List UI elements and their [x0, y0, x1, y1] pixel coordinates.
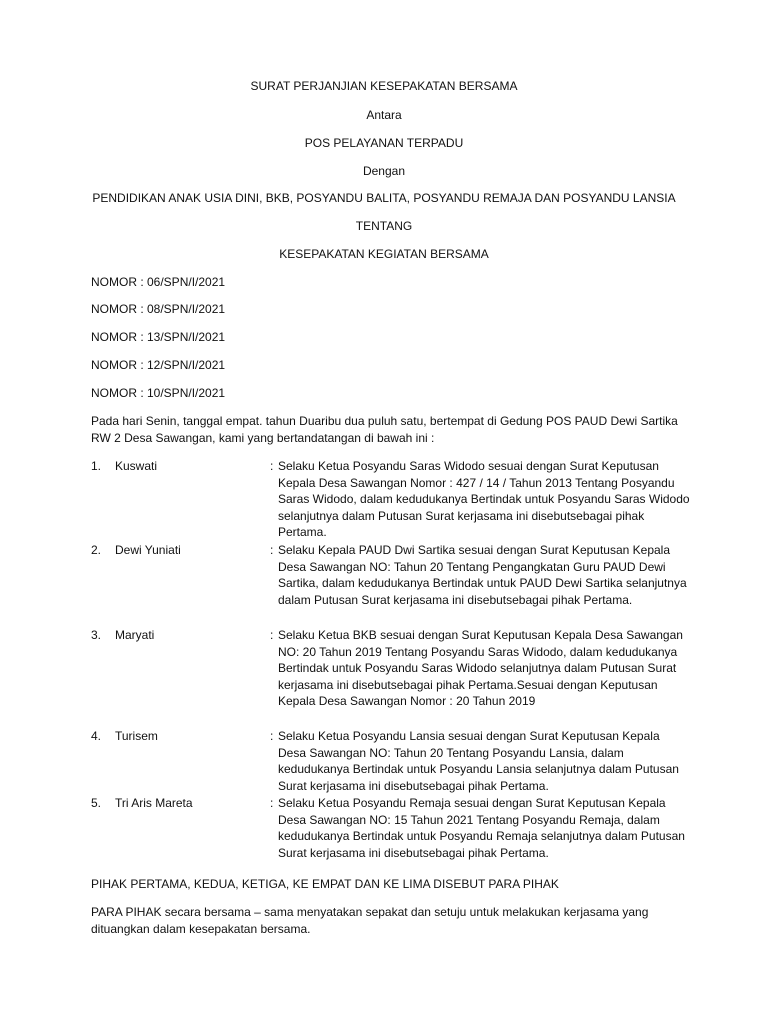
party-description: Selaku Kepala PAUD Dwi Sartika sesuai dengan Surat Keputusan Kepala Desa Sawangan NO: Tahun 20 Tentang Pengangkatan Guru PAUD Dewi Sartika, dalam kedudukanya Bertindak untuk PAUD Dewi Sartika selanjutnya dalam Putusan Surat kerjasama ini disebutsebagai pihak Pertama. — [278, 543, 687, 607]
party-colon: : — [270, 459, 274, 473]
party-colon: : — [270, 628, 274, 642]
nomor-line: NOMOR : 06/SPN/I/2021 — [91, 275, 226, 289]
party-colon: : — [270, 543, 274, 557]
para-pihak-statement: PIHAK PERTAMA, KEDUA, KETIGA, KE EMPAT DAN KE LIMA DISEBUT PARA PIHAK — [91, 877, 559, 891]
header-subject: KESEPAKATAN KEGIATAN BERSAMA — [279, 247, 489, 261]
header-dengan: Dengan — [362, 164, 406, 178]
party-name: Maryati — [115, 628, 155, 642]
party-description: Selaku Ketua Posyandu Remaja sesuai dengan Surat Keputusan Kepala Desa Sawangan NO: 15 Tahun 2021 Tentang Posyandu Remaja, dalam kedudukanya Bertindak untuk Posyandu Remaja selanjutnya dalam Putusan Surat kerjasama ini disebutsebagai pihak Pertama. — [278, 796, 685, 860]
header-antara: Antara — [366, 108, 402, 122]
closing-paragraph: PARA PIHAK secara bersama – sama menyatakan sepakat dan setuju untuk melakukan kerjasama yang dituangkan dalam kesepakatan bersama. — [91, 905, 649, 936]
party-name: Dewi Yuniati — [115, 543, 181, 557]
header-party-b: PENDIDIKAN ANAK USIA DINI, BKB, POSYANDU BALITA, POSYANDU REMAJA DAN POSYANDU LANSIA — [92, 191, 676, 205]
party-number: 3. — [91, 628, 102, 642]
header-tentang: TENTANG — [355, 219, 413, 233]
party-description: Selaku Ketua Posyandu Saras Widodo sesuai dengan Surat Keputusan Kepala Desa Sawangan Nomor : 427 / 14 / Tahun 2013 Tentang Posyandu Saras Widodo, dalam kedudukanya Bertindak untuk Posyandu Saras Widodo selanjutnya dalam Putusan Surat kerjasama ini disebutsebagai pihak Pertama. — [278, 459, 690, 539]
nomor-line: NOMOR : 10/SPN/I/2021 — [91, 386, 226, 400]
party-description: Selaku Ketua Posyandu Lansia sesuai dengan Surat Keputusan Kepala Desa Sawangan NO: Tahun 20 Tentang Posyandu Lansia, dalam kedudukanya Bertindak untuk Posyandu Lansia selanjutnya dalam Putusan Surat kerjasama ini disebutsebagai pihak Pertama. — [278, 729, 679, 793]
party-name: Tri Aris Mareta — [115, 796, 193, 810]
header-party-a: POS PELAYANAN TERPADU — [304, 136, 464, 150]
party-name: Turisem — [115, 729, 158, 743]
party-number: 2. — [91, 543, 102, 557]
party-colon: : — [270, 729, 274, 743]
party-description: Selaku Ketua BKB sesuai dengan Surat Keputusan Kepala Desa Sawangan NO: 20 Tahun 2019 Tentang Posyandu Saras Widodo, dalam kedudukanya Bertindak untuk Posyandu Saras Widodo selanjutnya dalam Putusan Surat kerjasama ini disebutsebagai pihak Pertama.Sesuai dengan Keputusan Kepala Desa Sawangan Nomor : 20 Tahun 2019 — [278, 628, 683, 708]
nomor-line: NOMOR : 13/SPN/I/2021 — [91, 330, 226, 344]
party-number: 4. — [91, 729, 102, 743]
party-number: 5. — [91, 796, 102, 810]
intro-paragraph: Pada hari Senin, tanggal empat. tahun Duaribu dua puluh satu, bertempat di Gedung POS PAUD Dewi Sartika RW 2 Desa Sawangan, kami yang bertandatangan di bawah ini : — [91, 414, 678, 445]
party-name: Kuswati — [115, 459, 158, 473]
document-title: SURAT PERJANJIAN KESEPAKATAN BERSAMA — [250, 79, 518, 93]
nomor-line: NOMOR : 08/SPN/I/2021 — [91, 302, 226, 316]
nomor-line: NOMOR : 12/SPN/I/2021 — [91, 358, 226, 372]
party-colon: : — [270, 796, 274, 810]
party-number: 1. — [91, 459, 102, 473]
